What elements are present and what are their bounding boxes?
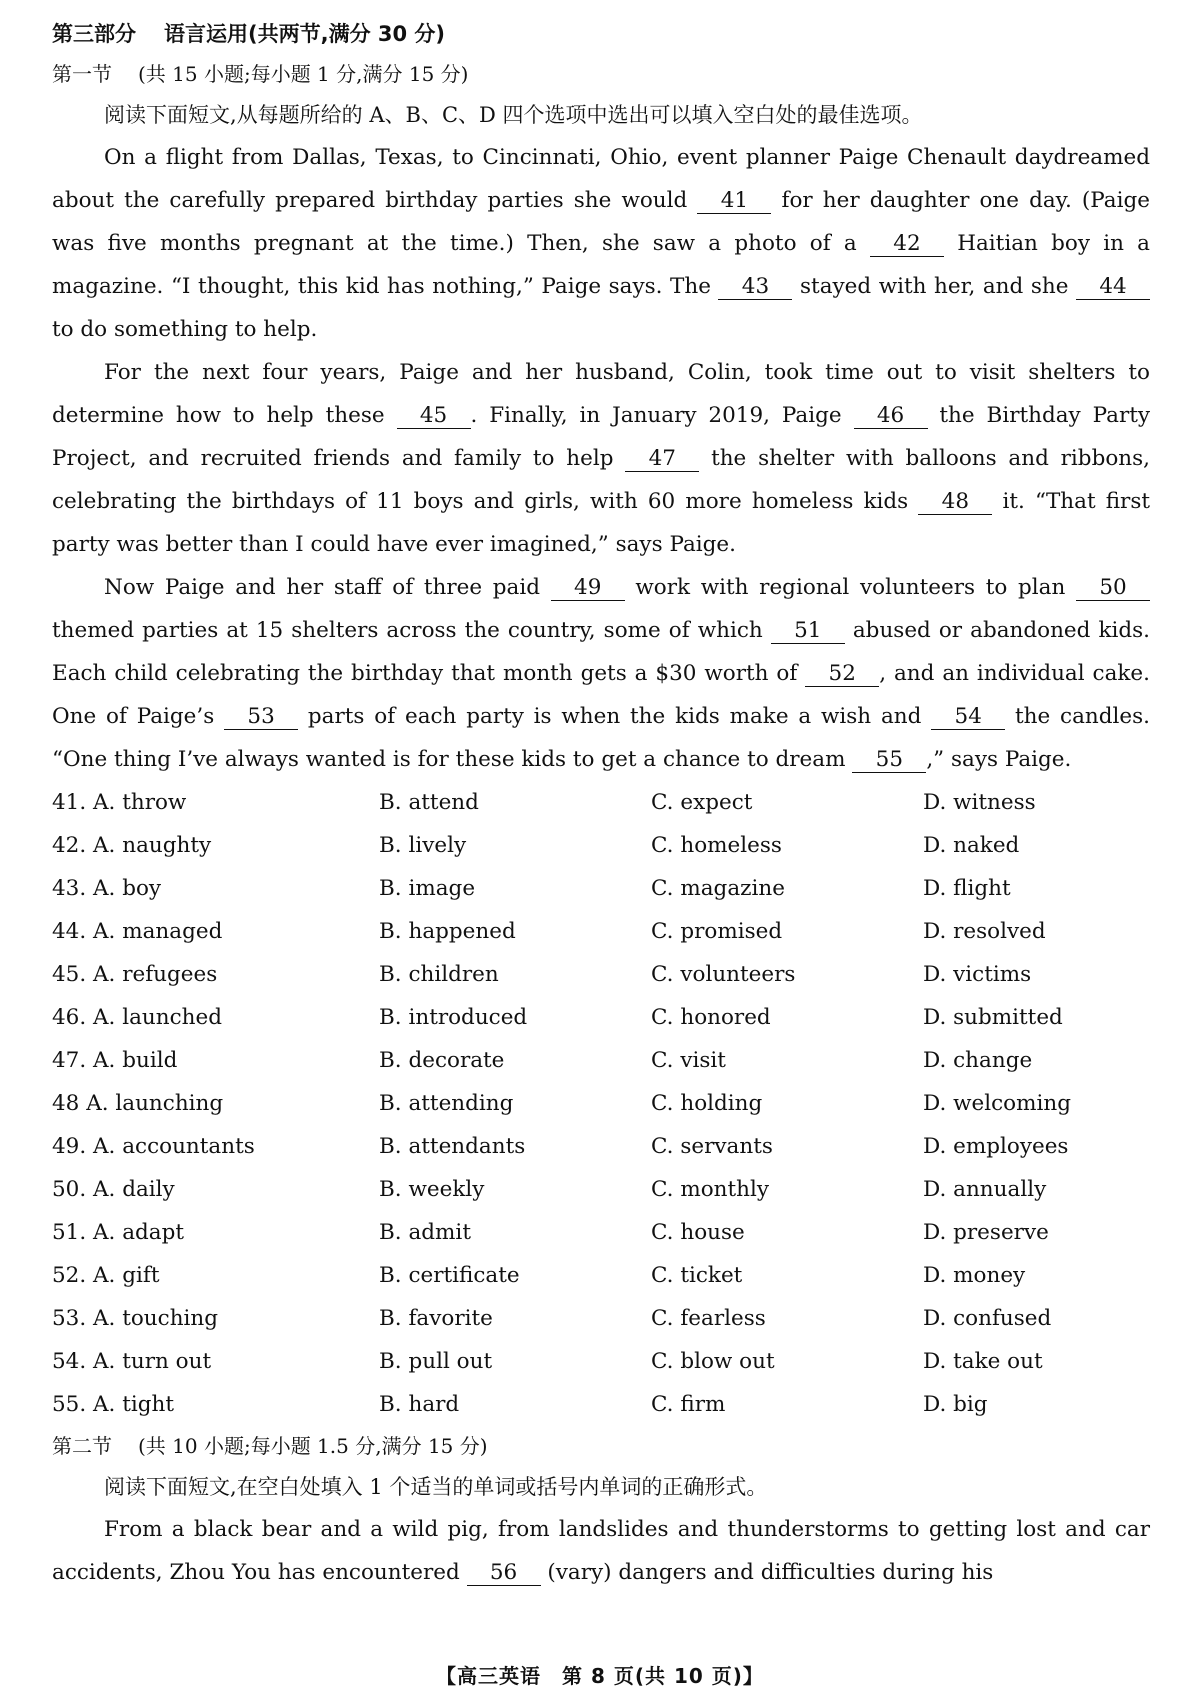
section1-heading <box>52 54 1150 94</box>
option-a: 51. A. adapt <box>52 1220 185 1245</box>
blank-53: 53 <box>224 705 298 730</box>
option-a: 48 A. launching <box>52 1091 224 1116</box>
option-row <box>52 1211 1150 1254</box>
passage-paragraph-3: Now Paige and her staff of three paid 49 work with regional volunteers to plan 50 themed parties at 15 shelters across the country, some of which 51 abused or abandoned kids. Each child celebrating the birthday that month gets a $30 worth of 52 , and an individual cake. One of Paige’s 53 parts of each party is when the kids make a wish and 54 the candles. “One thing I’ve always wanted is for these kids to get a chance to dream 55 ,” says Paige. <box>52 575 1150 772</box>
option-a: 53. A. touching <box>52 1306 219 1331</box>
option-b: B. certificate <box>379 1263 520 1288</box>
option-row <box>52 1039 1150 1082</box>
option-c: C. volunteers <box>651 962 796 987</box>
option-a: 44. A. managed <box>52 919 223 944</box>
option-d: D. victims <box>923 962 1032 987</box>
section1-info: (共 15 小题;每小题 1 分,满分 15 分) <box>138 62 469 86</box>
blank-41: 41 <box>697 189 771 214</box>
option-c: C. promised <box>651 919 783 944</box>
option-c: C. blow out <box>651 1349 775 1374</box>
option-b: B. decorate <box>379 1048 505 1073</box>
option-row <box>52 996 1150 1039</box>
passage-paragraph-1: On a flight from Dallas, Texas, to Cincinnati, Ohio, event planner Paige Chenault daydreamed about the carefully prepared birthday parties she would 41 for her daughter one day. (Paige was five months pregnant at the time.) Then, she saw a photo of a 42 Haitian boy in a magazine. “I thought, this kid has nothing,” Paige says. The 43 stayed with her, and she 44 to do something to help. <box>52 145 1151 342</box>
section1-title: 第一节 <box>52 62 112 86</box>
blank-54: 54 <box>931 705 1005 730</box>
option-b: B. lively <box>379 833 467 858</box>
option-d: D. take out <box>923 1349 1043 1374</box>
option-b: B. hard <box>379 1392 460 1417</box>
blank-52: 52 <box>805 662 879 687</box>
option-a: 49. A. accountants <box>52 1134 255 1159</box>
blank-43: 43 <box>718 275 792 300</box>
option-row <box>52 1082 1150 1125</box>
option-c: C. ticket <box>651 1263 743 1288</box>
cloze-passage <box>52 136 1150 781</box>
blank-48: 48 <box>918 490 992 515</box>
option-d: D. change <box>923 1048 1033 1073</box>
option-b: B. attendants <box>379 1134 526 1159</box>
option-b: B. admit <box>379 1220 471 1245</box>
option-b: B. happened <box>379 919 516 944</box>
option-row <box>52 1254 1150 1297</box>
option-c: C. servants <box>651 1134 773 1159</box>
option-c: C. house <box>651 1220 745 1245</box>
blank-50: 50 <box>1076 576 1150 601</box>
blank-42: 42 <box>870 232 944 257</box>
option-d: D. resolved <box>923 919 1046 944</box>
option-d: D. welcoming <box>923 1091 1072 1116</box>
option-c: C. honored <box>651 1005 771 1030</box>
blank-56: 56 <box>467 1561 541 1586</box>
blank-46: 46 <box>854 404 928 429</box>
option-b: B. favorite <box>379 1306 493 1331</box>
page-footer: 【高三英语 第 8 页(共 10 页)】 <box>436 1664 764 1688</box>
option-a: 52. A. gift <box>52 1263 160 1288</box>
option-b: B. pull out <box>379 1349 493 1374</box>
option-row <box>52 953 1150 996</box>
option-c: C. fearless <box>651 1306 766 1331</box>
option-row <box>52 1383 1150 1426</box>
option-d: D. big <box>923 1392 988 1417</box>
answer-options <box>52 781 1150 1426</box>
section1-instruction: 阅读下面短文,从每题所给的 A、B、C、D 四个选项中选出可以填入空白处的最佳选项。 <box>104 103 923 127</box>
part-title: 第三部分 <box>52 22 136 46</box>
option-c: C. expect <box>651 790 753 815</box>
section2-instruction: 阅读下面短文,在空白处填入 1 个适当的单词或括号内单词的正确形式。 <box>104 1475 768 1499</box>
option-a: 42. A. naughty <box>52 833 212 858</box>
option-b: B. children <box>379 962 499 987</box>
option-a: 43. A. boy <box>52 876 162 901</box>
option-b: B. introduced <box>379 1005 528 1030</box>
option-b: B. weekly <box>379 1177 485 1202</box>
option-row <box>52 824 1150 867</box>
option-d: D. naked <box>923 833 1020 858</box>
blank-44: 44 <box>1076 275 1150 300</box>
option-c: C. visit <box>651 1048 726 1073</box>
option-d: D. flight <box>923 876 1011 901</box>
option-d: D. preserve <box>923 1220 1049 1245</box>
option-row <box>52 867 1150 910</box>
option-row <box>52 1125 1150 1168</box>
section2-info: (共 10 小题;每小题 1.5 分,满分 15 分) <box>138 1434 488 1458</box>
blank-45: 45 <box>397 404 471 429</box>
option-b: B. attend <box>379 790 479 815</box>
option-row <box>52 1340 1150 1383</box>
exam-page <box>52 14 1150 1594</box>
blank-55: 55 <box>852 748 926 773</box>
section2-heading <box>52 1426 1150 1466</box>
option-row <box>52 781 1150 824</box>
grammar-paragraph-1: From a black bear and a wild pig, from landslides and thunderstorms to getting lost and car accidents, Zhou You has encountered 56 (vary) dangers and difficulties during his <box>52 1517 1150 1585</box>
option-a: 46. A. launched <box>52 1005 222 1030</box>
blank-47: 47 <box>625 447 699 472</box>
option-c: C. monthly <box>651 1177 770 1202</box>
grammar-passage <box>52 1508 1150 1594</box>
option-row <box>52 910 1150 953</box>
blank-51: 51 <box>771 619 845 644</box>
option-d: D. money <box>923 1263 1026 1288</box>
option-c: C. firm <box>651 1392 726 1417</box>
part-subtitle: 语言运用(共两节,满分 30 分) <box>164 22 446 46</box>
passage-paragraph-2: For the next four years, Paige and her husband, Colin, took time out to visit shelters to determine how to help these 45 . Finally, in January 2019, Paige 46 the Birthday Party Project, and recruited friends and family to help 47 the shelter with balloons and ribbons, celebrating the birthdays of 11 boys and girls, with 60 more homeless kids 48 it. “That first party was better than I could have ever imagined,” says Paige. <box>52 360 1151 557</box>
option-d: D. confused <box>923 1306 1052 1331</box>
option-a: 41. A. throw <box>52 790 187 815</box>
option-d: D. submitted <box>923 1005 1063 1030</box>
option-c: C. homeless <box>651 833 782 858</box>
option-row <box>52 1168 1150 1211</box>
option-a: 47. A. build <box>52 1048 178 1073</box>
option-a: 50. A. daily <box>52 1177 175 1202</box>
option-row <box>52 1297 1150 1340</box>
blank-49: 49 <box>551 576 625 601</box>
option-d: D. annually <box>923 1177 1047 1202</box>
part-heading <box>52 14 1150 54</box>
option-b: B. attending <box>379 1091 514 1116</box>
option-a: 55. A. tight <box>52 1392 174 1417</box>
option-c: C. holding <box>651 1091 763 1116</box>
option-a: 45. A. refugees <box>52 962 218 987</box>
option-d: D. employees <box>923 1134 1069 1159</box>
option-b: B. image <box>379 876 476 901</box>
option-c: C. magazine <box>651 876 785 901</box>
section2-title: 第二节 <box>52 1434 112 1458</box>
option-d: D. witness <box>923 790 1036 815</box>
option-a: 54. A. turn out <box>52 1349 212 1374</box>
